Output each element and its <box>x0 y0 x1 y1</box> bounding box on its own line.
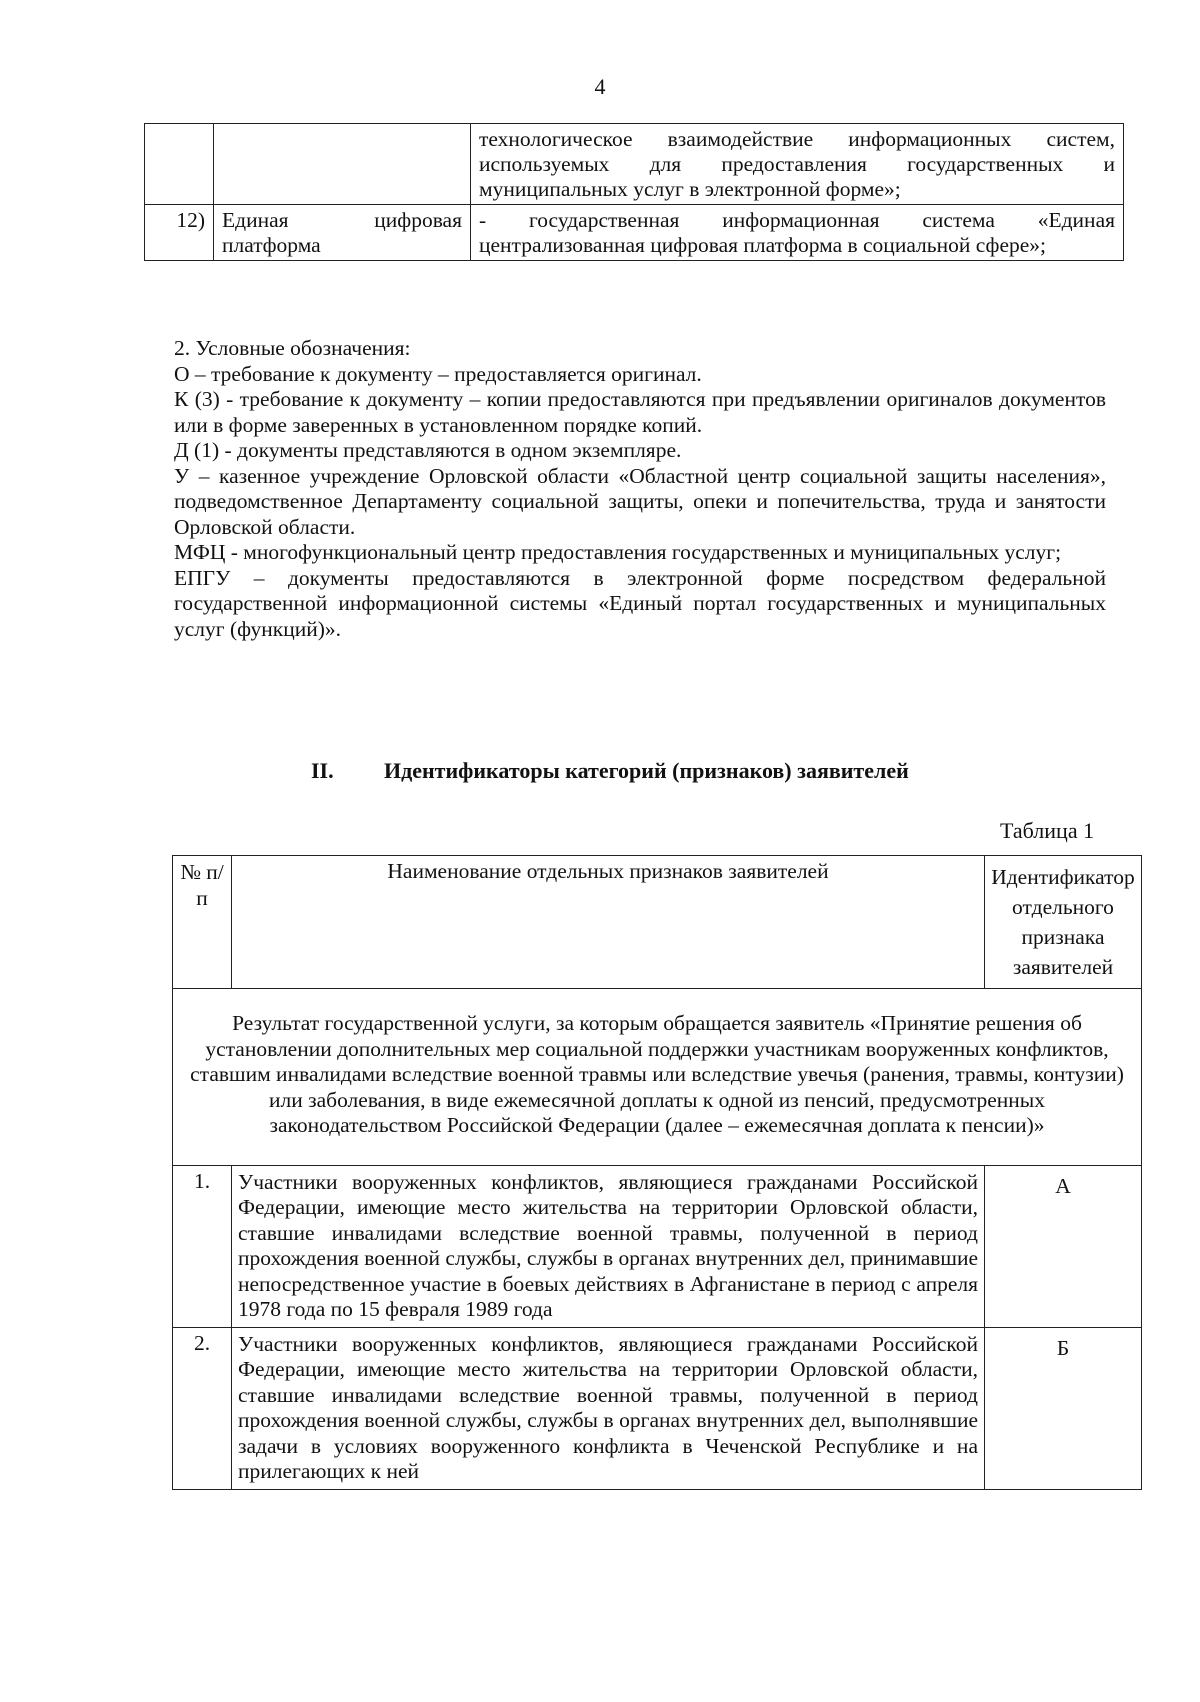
note-item: Д (1) - документы представляются в одном экземпляре. <box>174 438 682 462</box>
service-result: Результат государственной услуги, за которым обращается заявитель «Принятие решения об установлении дополнительных мер социальной поддержки участникам вооруженных конфликтов, ставшим инвалидами вследствие военной травмы или вследствие увечья (ранения, травмы, контузии) или заболевания, в виде ежемесячной доплаты к одной из пенсий, предусмотренных законодательством Российской Федерации (далее – ежемесячная доплата к пенсии)» <box>173 989 1142 1166</box>
definitions-table <box>144 123 1124 261</box>
term-name-line: платформа <box>222 233 321 257</box>
table-row <box>145 124 1124 205</box>
legend-notes <box>174 336 1106 642</box>
section-number: II. <box>311 758 334 783</box>
applicant-categories-table <box>172 855 1142 1490</box>
note-item: О – требование к документу – предоставляется оригинал. <box>174 361 702 386</box>
term-name <box>214 124 471 205</box>
header-number: № п/п <box>173 856 232 989</box>
table-header-row <box>173 856 1142 989</box>
row-number: 2. <box>173 1327 232 1489</box>
header-identifier: Идентификатор отдельного признака заявителей <box>985 856 1142 989</box>
note-item: У – казенное учреждение Орловской области «Областной центр социальной защиты населения», подведомственное Департаменту социальной защиты, опеки и попечительства, труда и занятости Орловской области. <box>174 463 1106 539</box>
table-label: Таблица 1 <box>1000 818 1095 843</box>
note-item: К (3) - требование к документу – копии предоставляются при предъявлении оригиналов документов или в форме заверенных в установленном порядке копий. <box>174 387 1106 437</box>
category-identifier: А <box>985 1165 1142 1327</box>
term-name <box>214 205 471 261</box>
row-number: 1. <box>173 1165 232 1327</box>
section-title: Идентификаторы категорий (признаков) заявителей <box>384 758 909 783</box>
category-identifier: Б <box>985 1327 1142 1489</box>
category-description: Участники вооруженных конфликтов, являющиеся гражданами Российской Федерации, имеющие место жительства на территории Орловской области, ставшие инвалидами вследствие военной травмы, полученной в период прохождения военной службы, службы в органах внутренних дел, выполнявшие задачи в условиях вооруженного конфликта в Чеченской Республике и на прилегающих к ней <box>232 1327 985 1489</box>
term-description: технологическое взаимодействие информационных систем, используемых для предоставления государственных и муниципальных услуг в электронной форме»; <box>471 124 1124 205</box>
term-name-line: Единая цифровая <box>222 208 462 232</box>
header-name: Наименование отдельных признаков заявителей <box>232 856 985 989</box>
table-row <box>173 1327 1142 1489</box>
table-row <box>173 989 1142 1166</box>
row-number <box>145 124 214 205</box>
notes-heading: 2. Условные обозначения: <box>174 336 411 360</box>
row-number: 12) <box>145 205 214 261</box>
note-item: ЕПГУ – документы предоставляются в электронной форме посредством федеральной государственной информационной системы «Единый портал государственных и муниципальных услуг (функций)». <box>174 565 1106 641</box>
note-item: МФЦ - многофункциональный центр предоставления государственных и муниципальных услуг; <box>174 540 1062 564</box>
term-description: - государственная информационная система «Единая централизованная цифровая платформа в социальной сфере»; <box>471 205 1124 261</box>
table-row <box>145 205 1124 261</box>
table-row <box>173 1165 1142 1327</box>
page-number: 4 <box>594 74 606 99</box>
category-description: Участники вооруженных конфликтов, являющиеся гражданами Российской Федерации, имеющие место жительства на территории Орловской области, ставшие инвалидами вследствие военной травмы, полученной в период прохождения военной службы, службы в органах внутренних дел, принимавшие непосредственное участие в боевых действиях в Афганистане в период с апреля 1978 года по 15 февраля 1989 года <box>232 1165 985 1327</box>
